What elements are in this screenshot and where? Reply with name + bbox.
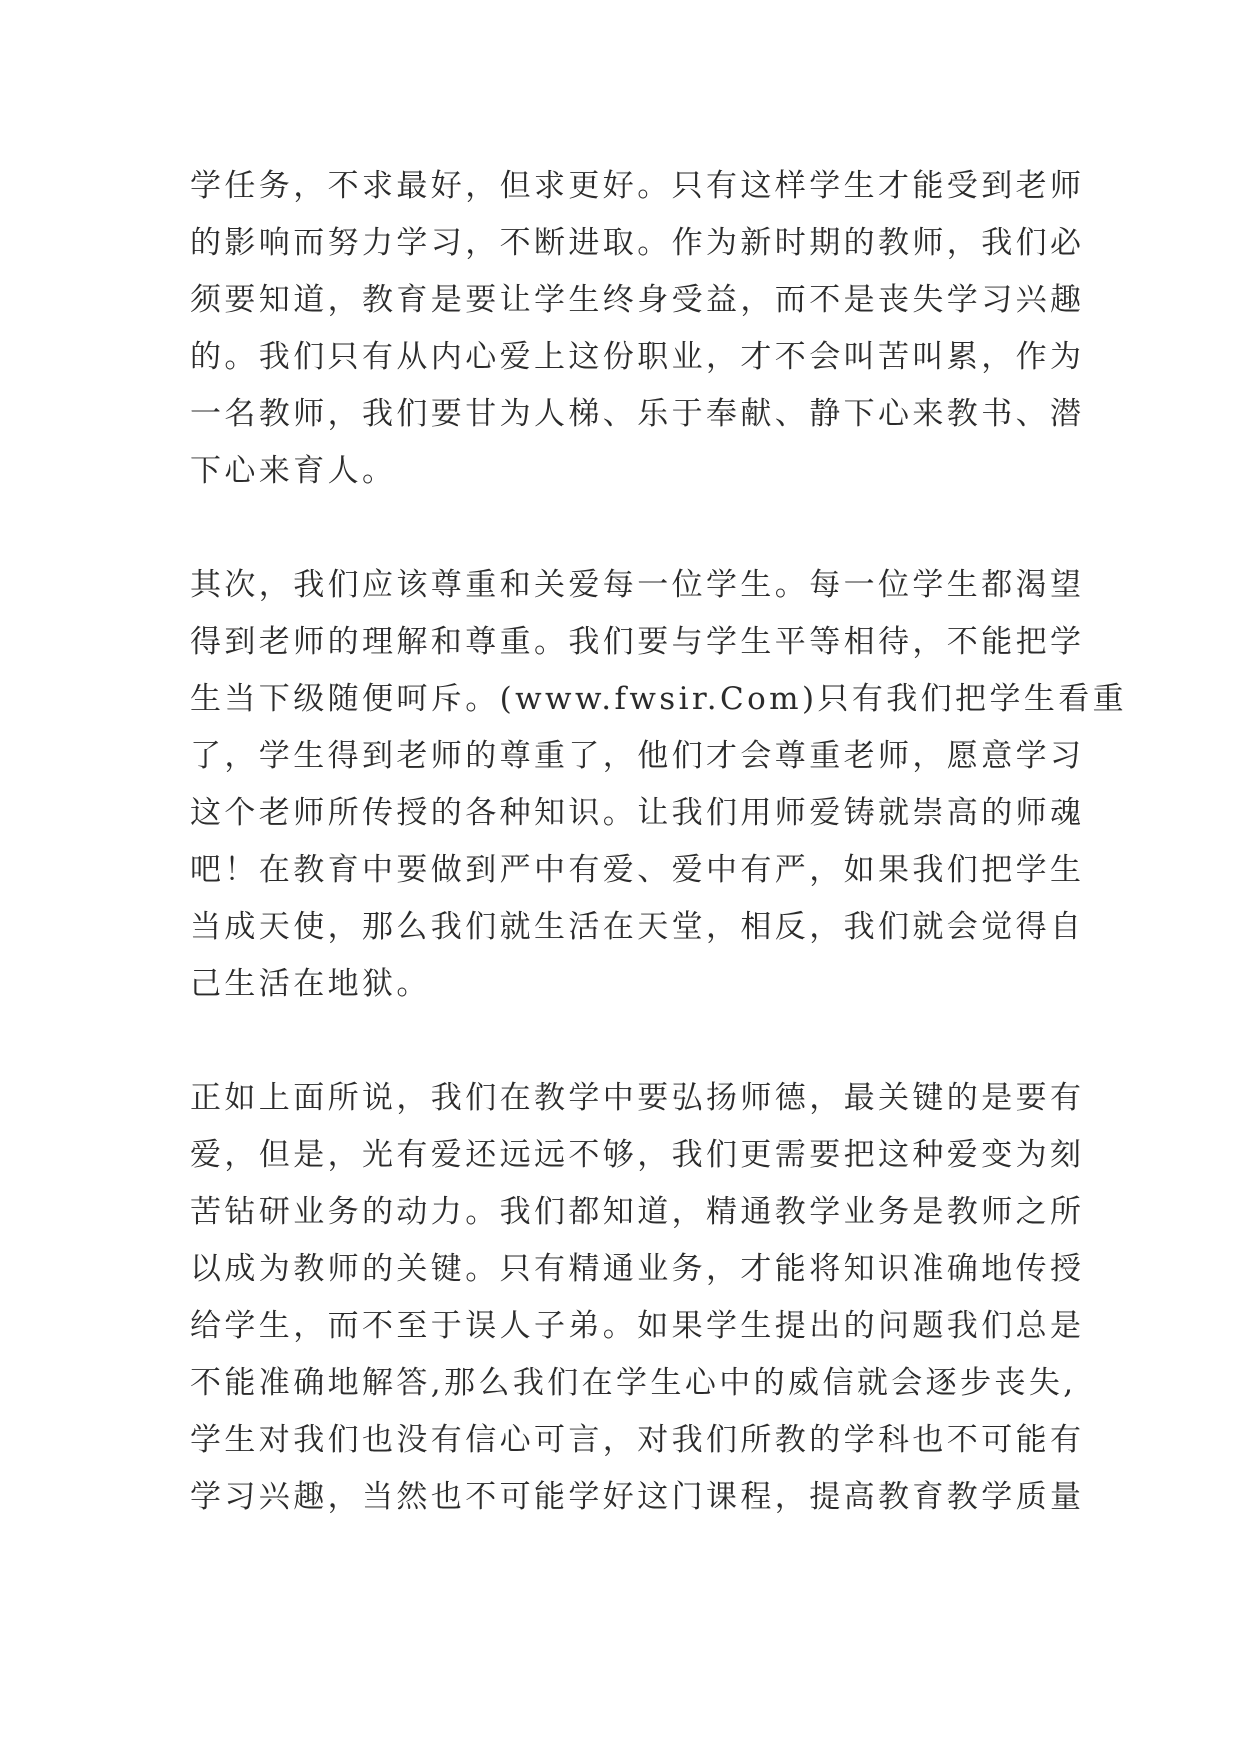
text-line: 学任务，不求最好，但求更好。只有这样学生才能受到老师 xyxy=(190,168,1085,204)
text-line: 其次，我们应该尊重和关爱每一位学生。每一位学生都渴望 xyxy=(190,567,1085,603)
text-line: 当成天使，那么我们就生活在天堂，相反，我们就会觉得自 xyxy=(190,909,1085,945)
text-line: 的影响而努力学习，不断进取。作为新时期的教师，我们必 xyxy=(190,225,1085,261)
text-line: 爱，但是，光有爱还远远不够，我们更需要把这种爱变为刻 xyxy=(190,1137,1085,1173)
text-line: 生当下级随便呵斥。(www.fwsir.Com)只有我们把学生看重 xyxy=(190,681,1128,717)
text-line: 学生对我们也没有信心可言，对我们所教的学科也不可能有 xyxy=(190,1422,1085,1458)
text-line: 正如上面所说，我们在教学中要弘扬师德，最关键的是要有 xyxy=(190,1080,1085,1116)
document-body xyxy=(190,158,1128,1526)
text-line: 吧！在教育中要做到严中有爱、爱中有严，如果我们把学生 xyxy=(190,852,1085,888)
text-line: 了，学生得到老师的尊重了，他们才会尊重老师，愿意学习 xyxy=(190,738,1085,774)
text-line: 学习兴趣，当然也不可能学好这门课程，提高教育教学质量 xyxy=(190,1479,1085,1515)
paragraph-3 xyxy=(190,1070,1085,1526)
paragraph-2 xyxy=(190,557,1128,1013)
text-line: 须要知道，教育是要让学生终身受益，而不是丧失学习兴趣 xyxy=(190,282,1085,318)
text-line: 己生活在地狱。 xyxy=(190,966,431,1002)
text-line: 的。我们只有从内心爱上这份职业，才不会叫苦叫累，作为 xyxy=(190,339,1085,375)
text-line: 给学生，而不至于误人子弟。如果学生提出的问题我们总是 xyxy=(190,1308,1085,1344)
text-line: 不能准确地解答,那么我们在学生心中的威信就会逐步丧失, xyxy=(190,1365,1077,1401)
paragraph-1 xyxy=(190,158,1085,500)
text-line: 这个老师所传授的各种知识。让我们用师爱铸就崇高的师魂 xyxy=(190,795,1085,831)
text-line: 得到老师的理解和尊重。我们要与学生平等相待，不能把学 xyxy=(190,624,1085,660)
text-line: 下心来育人。 xyxy=(190,453,397,489)
text-line: 一名教师，我们要甘为人梯、乐于奉献、静下心来教书、潜 xyxy=(190,396,1085,432)
text-line: 以成为教师的关键。只有精通业务，才能将知识准确地传授 xyxy=(190,1251,1085,1287)
text-line: 苦钻研业务的动力。我们都知道，精通教学业务是教师之所 xyxy=(190,1194,1085,1230)
